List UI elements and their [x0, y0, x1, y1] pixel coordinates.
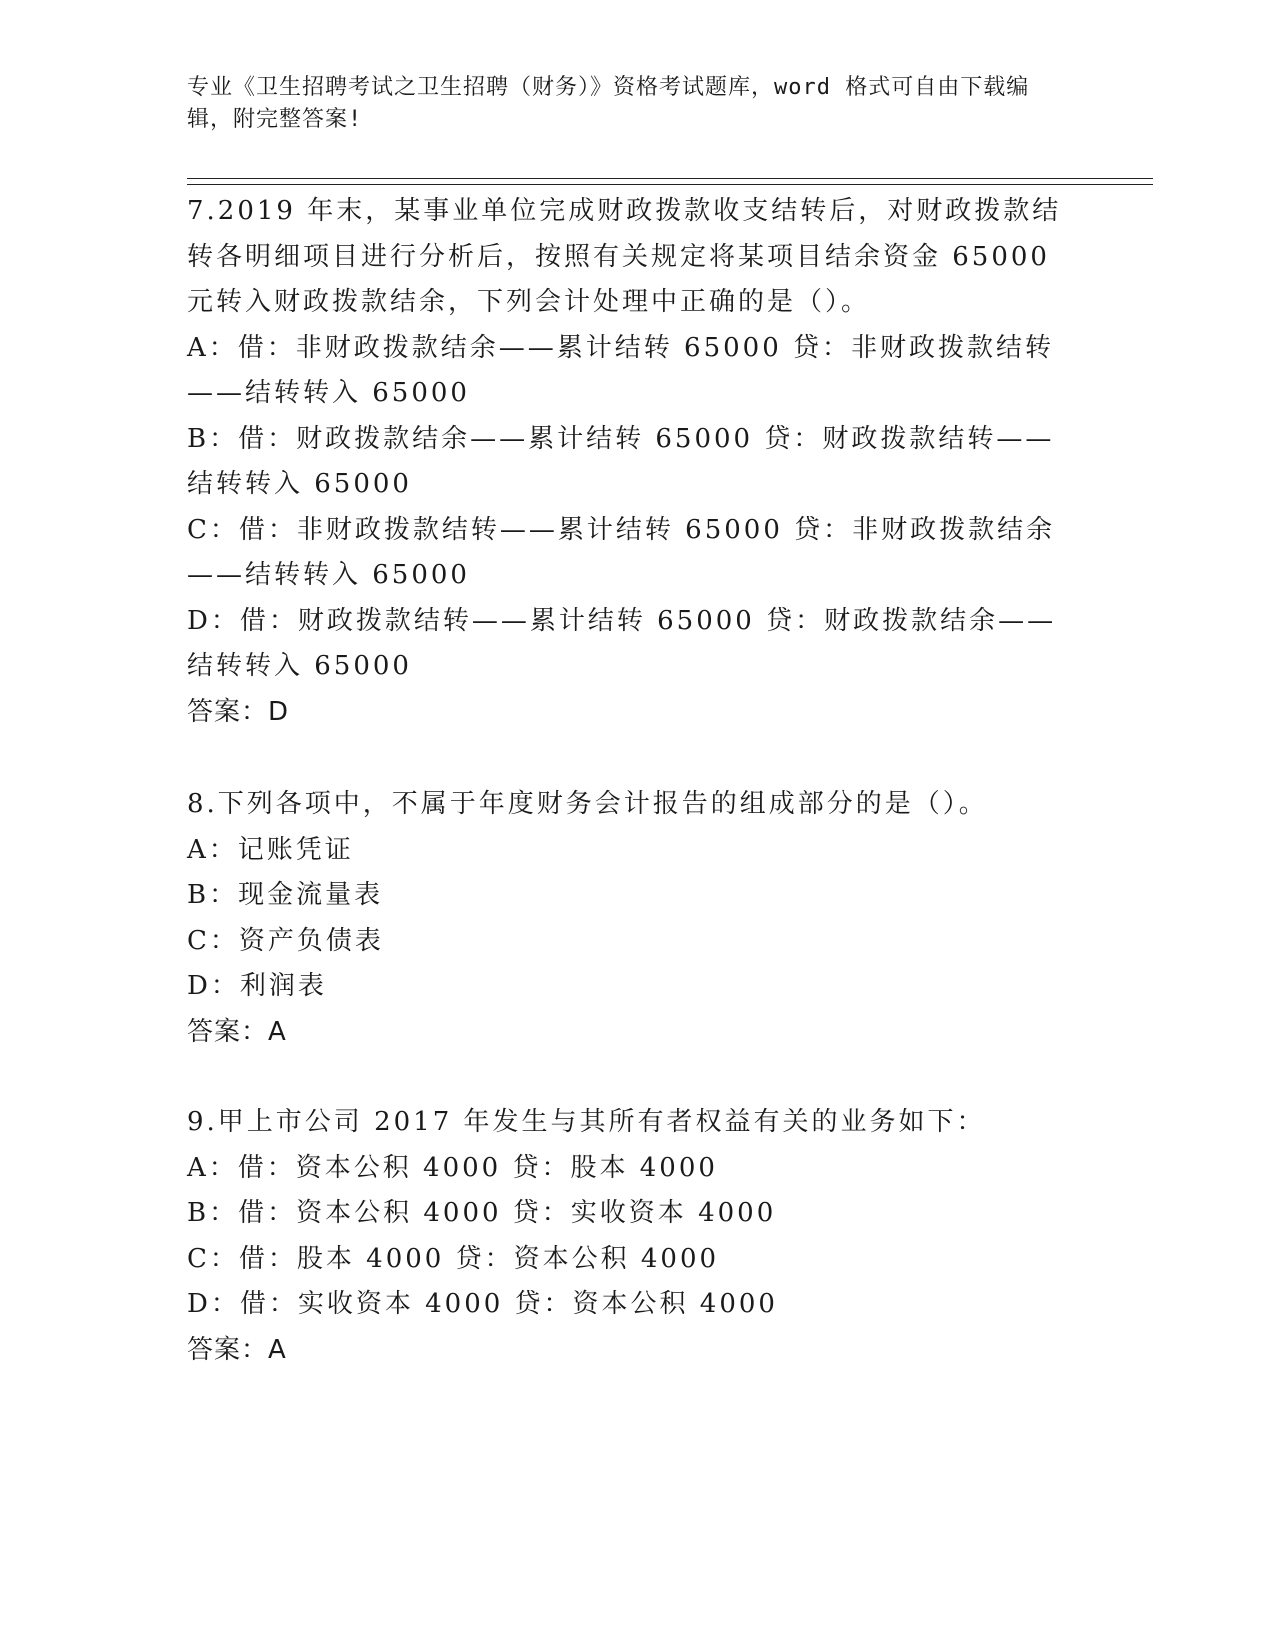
question-stem: 8.下列各项中，不属于年度财务会计报告的组成部分的是（）。 — [187, 789, 988, 819]
option-c: C：借：股本 4000 贷：资本公积 4000 — [187, 1243, 720, 1274]
option-d: D：利润表 — [187, 971, 327, 1001]
question-7 — [187, 189, 1067, 735]
option-a: A：记账凭证 — [187, 834, 354, 865]
option-c: C：资产负债表 — [187, 925, 384, 956]
header-divider-top — [187, 178, 1153, 179]
header-divider-bottom — [187, 184, 1153, 185]
answer-text: 答案：A — [187, 1016, 287, 1047]
document-header: 专业《卫生招聘考试之卫生招聘（财务）》资格考试题库，word 格式可自由下载编辑，附完整答案! — [187, 75, 1030, 132]
answer-text: 答案：D — [187, 696, 290, 727]
option-c: C：借：非财政拨款结转——累计结转 65000 贷：非财政拨款结余——结转转入 65000 — [187, 514, 1056, 590]
question-stem: 7.2019 年末，某事业单位完成财政拨款收支结转后，对财政拨款结转各明细项目进行分析后，按照有关规定将某项目结余资金 65000 元转入财政拨款结余，下列会计处理中正确的是（）。 — [187, 196, 1062, 317]
answer-text: 答案：A — [187, 1334, 287, 1365]
question-8 — [187, 782, 1067, 1055]
option-d: D：借：财政拨款结转——累计结转 65000 贷：财政拨款结余——结转转入 65000 — [187, 605, 1057, 681]
option-d: D：借：实收资本 4000 贷：资本公积 4000 — [187, 1289, 778, 1319]
option-a: A：借：资本公积 4000 贷：股本 4000 — [187, 1152, 718, 1183]
option-b: B：借：财政拨款结余——累计结转 65000 贷：财政拨款结转——结转转入 65000 — [187, 423, 1055, 499]
option-b: B：现金流量表 — [187, 880, 384, 910]
option-a: A：借：非财政拨款结余——累计结转 65000 贷：非财政拨款结转——结转转入 65000 — [187, 332, 1055, 408]
question-stem: 9.甲上市公司 2017 年发生与其所有者权益有关的业务如下： — [187, 1107, 986, 1137]
question-9 — [187, 1100, 1067, 1373]
option-b: B：借：资本公积 4000 贷：实收资本 4000 — [187, 1198, 777, 1228]
